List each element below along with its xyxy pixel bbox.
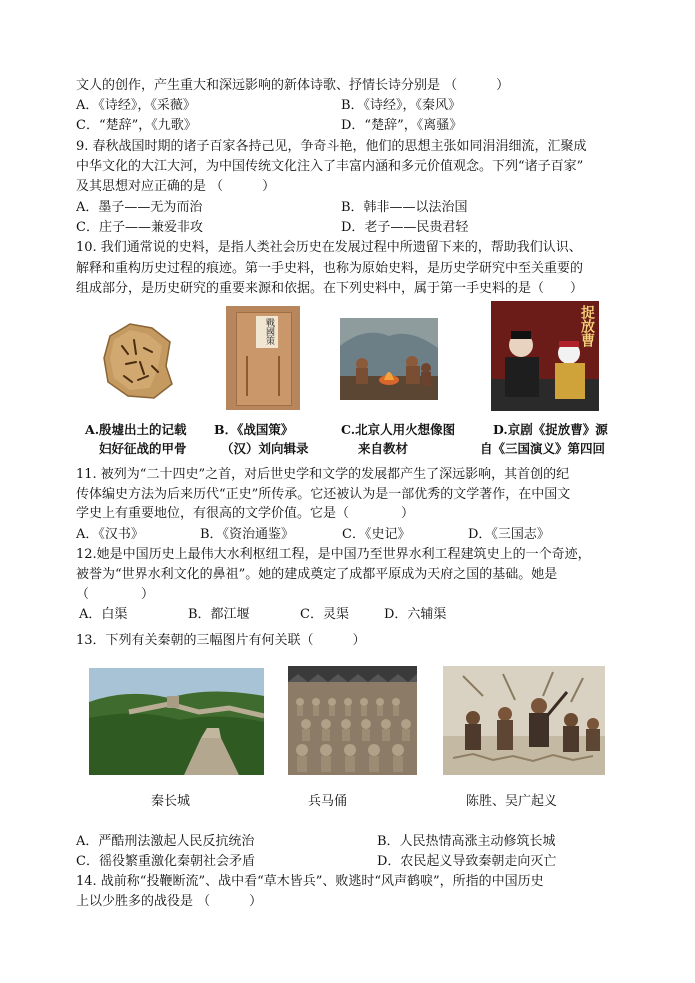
q12-stem-line-3: （ ） xyxy=(76,587,155,602)
q9-stem-line-2: 中华文化的大江大河，为中国传统文化注入了丰富内涵和多元价值观念。下列“诸子百家” xyxy=(76,159,584,174)
q11-option-a: A．《汉书》 xyxy=(76,527,144,542)
q13-caption-uprising: 陈胜、吴广起义 xyxy=(466,794,558,809)
q10-caption-c-line-2: 来自教材 xyxy=(358,441,409,456)
peking-man-fire-image xyxy=(340,318,438,400)
q11-option-d: D．《三国志》 xyxy=(468,527,550,542)
q13-option-d: D．农民起义导致秦朝走向灭亡 xyxy=(377,854,557,869)
oracle-bone-image xyxy=(100,318,176,402)
q13-caption-great-wall: 秦长城 xyxy=(151,794,191,809)
poster-title: 捉放曹 xyxy=(579,305,595,347)
great-wall-image xyxy=(89,668,264,775)
q12-option-b: B．都江堰 xyxy=(188,607,250,622)
q13-stem: 13．下列有关秦朝的三幅图片有何关联（ ） xyxy=(76,633,366,648)
q8-stem: 文人的创作，产生重大和深远影响的新体诗歌、抒情长诗分别是 （ ） xyxy=(76,78,510,93)
q10-caption-d-line-1: D.京剧《捉放曹》源 xyxy=(493,422,608,437)
q10-caption-a-line-2: 妇好征战的甲骨 xyxy=(99,441,187,456)
q8-option-b: B．《诗经》，《秦风》 xyxy=(341,98,462,113)
q13-caption-terracotta: 兵马俑 xyxy=(308,794,348,809)
q12-stem-line-2: 被誉为“世界水利文化的鼻祖”。她的建成奠定了成都平原成为天府之国的基础。她是 xyxy=(76,567,558,582)
zhanguoce-book-image xyxy=(226,306,300,410)
q11-option-c: C．《史记》 xyxy=(342,527,411,542)
q12-option-d: D．六辅渠 xyxy=(384,607,447,622)
q9-option-a: A．墨子——无为而治 xyxy=(76,200,203,215)
q10-caption-c-line-1: C.北京人用火想像图 xyxy=(341,422,456,437)
zhuofangcao-poster-image xyxy=(491,301,599,411)
q8-option-d: D．“楚辞”，《离骚》 xyxy=(341,118,463,133)
q12-option-c: C．灵渠 xyxy=(300,607,349,622)
chensheng-wuguang-uprising-image xyxy=(443,666,605,775)
q8-option-a: A．《诗经》，《采薇》 xyxy=(76,98,196,113)
q14-stem-line-2: 上以少胜多的战役是 （ ） xyxy=(76,894,263,909)
q10-stem-line-1: 10. 我们通常说的史料，是指人类社会历史在发展过程中所遗留下来的，帮助我们认识、 xyxy=(76,240,582,255)
q13-option-c: C．徭役繁重激化秦朝社会矛盾 xyxy=(76,854,255,869)
q14-stem-line-1: 14. 战前称“投鞭断流”、战中看“草木皆兵”、败逃时“风声鹤唳”，所指的中国历史 xyxy=(76,874,544,889)
q11-stem-line-3: 学史上有重要地位，有很高的文学价值。它是（ ） xyxy=(76,506,415,521)
q10-stem-line-3: 组成部分，是历史研究的重要来源和依据。在下列史料中，属于第一手史料的是（ ） xyxy=(76,281,584,296)
q9-option-b: B．韩非——以法治国 xyxy=(341,200,468,215)
q9-stem-line-3: 及其思想对应正确的是 （ ） xyxy=(76,179,276,194)
q10-caption-d-line-2: 自《三国演义》第四回 xyxy=(480,441,606,456)
q9-stem-line-1: 9. 春秋战国时期的诸子百家各持己见，争奇斗艳，他们的思想主张如同涓涓细流，汇聚成 xyxy=(76,139,587,154)
book-title: 戰國策 xyxy=(264,318,274,345)
q10-caption-b-line-2: （汉）刘向辑录 xyxy=(221,441,309,456)
q9-option-c: C．庄子——兼爱非攻 xyxy=(76,220,203,235)
q13-option-b: B．人民热情高涨主动修筑长城 xyxy=(377,834,556,849)
q11-option-b: B．《资治通鉴》 xyxy=(200,527,295,542)
q12-stem-line-1: 12.她是中国历史上最伟大水利枢纽工程，是中国乃至世界水利工程建筑史上的一个奇迹， xyxy=(76,547,591,562)
q12-option-a: A．白渠 xyxy=(79,607,128,622)
q10-caption-a-line-1: A.殷墟出土的记载 xyxy=(85,422,187,437)
terracotta-army-image xyxy=(288,666,417,775)
q11-stem-line-1: 11. 被列为“二十四史”之首，对后世史学和文学的发展都产生了深远影响，其首创的纪 xyxy=(76,467,570,482)
q9-option-d: D．老子——民贵君轻 xyxy=(341,220,469,235)
q11-stem-line-2: 传体编史方法为后来历代“正史”所传承。它还被认为是一部优秀的文学著作，在中国文 xyxy=(76,487,571,502)
q10-caption-b-line-1: B．《战国策》 xyxy=(214,422,294,437)
q10-stem-line-2: 解释和重构历史过程的痕迹。第一手史料，也称为原始史料，是历史学研究中至关重要的 xyxy=(76,261,584,276)
q8-option-c: C．“楚辞”，《九歌》 xyxy=(76,118,197,133)
q13-option-a: A．严酷刑法激起人民反抗统治 xyxy=(76,834,255,849)
